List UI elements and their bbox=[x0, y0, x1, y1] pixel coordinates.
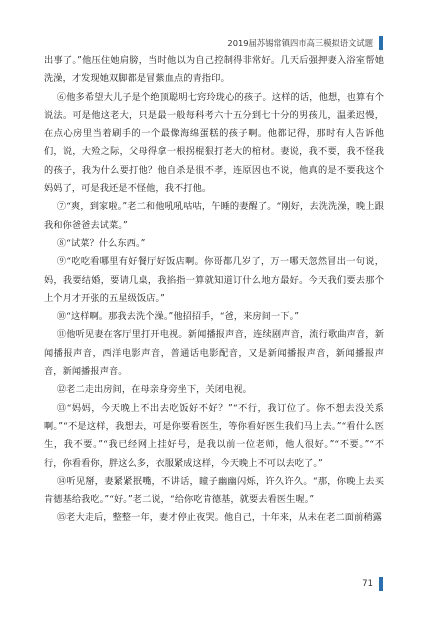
page-header bbox=[227, 36, 383, 50]
header-title: 2019届苏锡常镇四市高三模拟语文试题 bbox=[227, 38, 373, 48]
paragraph-8: ⑧“试菜？什么东西。” bbox=[56, 237, 146, 249]
paragraph-15: ⑮老大走后，整整一年，妻才停止夜哭。他自己，十年来，从未在老二面前稍露 bbox=[56, 512, 382, 524]
paragraph-13: ⑬“妈妈，今天晚上不出去吃饭好不好？”“不行，我订位了。你不想去没关系啊。”“不是这样，我想去，可是你要看医生，等你看好医生我们马上去。”“看什么医生，我不要。”“我已经网上挂好号，是我以前一位老师，他人很好。”“不要。”“不行，你看看你，胖这么多，衣服紧成这样，今天晚上不可以去吃了。” bbox=[44, 402, 384, 469]
page-number: 71 bbox=[362, 579, 373, 589]
paragraph-11: ⑪他听见妻在客厅里打开电视。新闻播报声音，连续剧声音，流行歌曲声音，新闻播报声音，西洋电影声音，普通话电影配音，又是新闻播报声音，新闻播报声音，新闻播报声音。 bbox=[44, 329, 384, 378]
paragraph-7: ⑦“爽，到家啦。”老二和他吼吼咕咕，午睡的妻醒了。“刚好，去洗洗澡，晚上跟我和你爸爸去试菜。” bbox=[44, 201, 384, 231]
paragraph-5-continued: 出事了。”他压住她肩膀，当时他以为自己控制得非常好。几天后强押妻入浴室帮她洗澡，才发现她双脚都是冒紫血点的青指印。 bbox=[44, 55, 384, 85]
paragraph-14: ⑭听见掰，妻紧紧抿嘴，不讲话，瞳子幽幽闪烁，许久许久。“那，你晚上去买肯德基给我吃。”“好。”老二说，“给你吃肯德基，就要去看医生喔。” bbox=[44, 475, 384, 506]
paragraph-9: ⑨“吃吃看哪里有好餐厅好饭店啊。你哥都几岁了，万一哪天忽然冒出一句说，妈，我要结婚，要请几桌，我掐指一算就知道订什么地方最好。今天我们要去那个上个月才开张的五星级饭店。” bbox=[44, 256, 384, 304]
paragraph-10: ⑩“这样啊。那我去洗个澡。”他招招手，“爸，来房间一下。” bbox=[56, 311, 300, 323]
article-body bbox=[44, 52, 384, 528]
paragraph-6: ⑥他多希望大儿子是个绝顶聪明七窍玲珑心的孩子。这样的话，他想，也算有个说法。可是他这老大，只是最一般每科考六十五分到七十分的男孩儿，温柔迟慢，在点心房里当着刷手的一个最像海绵蛋糕的孩子啊。他都记得，那时有人告诉他们，说，大殓之际，父母得拿一根拐棍狠打老大的棺材。妻说，我不要，我不怪我的孩子，我为什么要打他？他自杀是很不孝，连原因也不说，他真的是不要我这个妈妈了，可是我还是不怪他，我不打他。 bbox=[44, 91, 384, 195]
page-footer bbox=[362, 577, 383, 591]
header-accent-bar bbox=[379, 36, 383, 50]
footer-accent-bar bbox=[379, 577, 383, 591]
paragraph-12: ⑫老二走出房间，在母亲身旁坐下，关闭电视。 bbox=[56, 384, 252, 396]
